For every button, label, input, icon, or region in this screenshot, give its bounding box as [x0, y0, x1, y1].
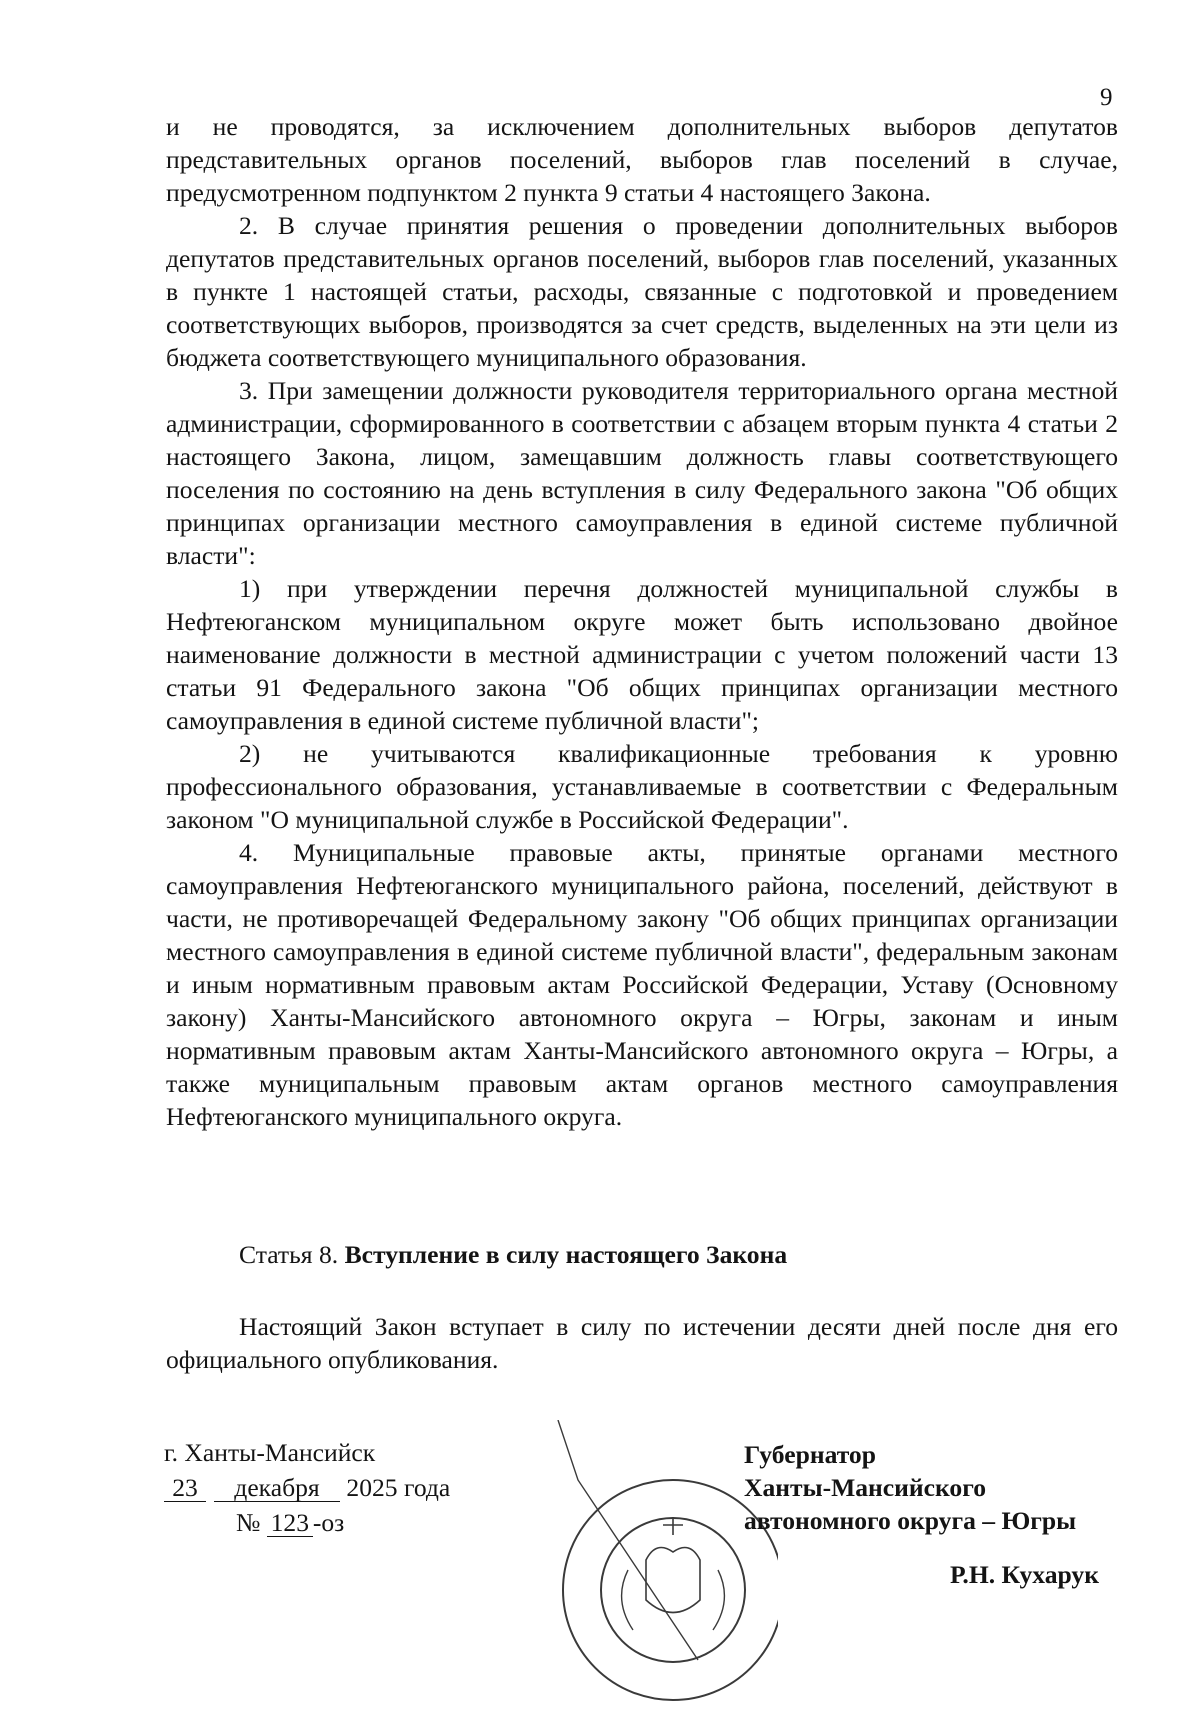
number-sign: №	[236, 1508, 261, 1537]
paragraph-3: 3. При замещении должности руководителя территориального органа местной администрации, сформированного в соответствии с абзацем вторым пункта 4 статьи 2 настоящего Закона, лицом, замещавшим должность главы соответствующего поселения по состоянию на день вступления в силу Федерального закона "Об общих принципах организации местного самоуправления в единой системе публичной власти":	[166, 376, 1118, 570]
article-title: Вступление в силу настоящего Закона	[344, 1240, 788, 1269]
paragraph-4: 4. Муниципальные правовые акты, принятые органами местного самоуправления Нефтеюганского муниципального района, поселений, действуют в части, не противоречащей Федеральному закону "Об общих принципах организации местного самоуправления в единой системе публичной власти", федеральным законам и иным нормативным правовым актам Российской Федерации, Уставу (Основному закону) Ханты-Мансийского автономного округа – Югры, законам и иным нормативным правовым актам Ханты-Мансийского автономного округа – Югры, а также муниципальным правовым актам органов местного самоуправления Нефтеюганского муниципального округа.	[166, 838, 1118, 1131]
subparagraph-1: 1) при утверждении перечня должностей муниципальной службы в Нефтеюганском муниципальном округе может быть использовано двойное наименование должности в местной администрации с учетом положений части 13 статьи 91 Федерального закона "Об общих принципах организации местного самоуправления в единой системе публичной власти";	[166, 574, 1118, 735]
page-number: 9	[1100, 84, 1113, 111]
article-heading	[239, 1240, 787, 1270]
subparagraph-2: 2) не учитываются квалификационные требования к уровню профессионального образования, устанавливаемые в соответствии с Федеральным законом "О муниципальной службе в Российской Федерации".	[166, 739, 1118, 834]
article-text: Настоящий Закон вступает в силу по истечении десяти дней после дня его официального опубликования.	[166, 1312, 1118, 1374]
paragraph-2: 2. В случае принятия решения о проведении дополнительных выборов депутатов представительных органов поселений, выборов глав поселений, указанных в пункте 1 настоящей статьи, расходы, связанные с подготовкой и проведением соответствующих выборов, производятся за счет средств, выделенных на эти цели из бюджета соответствующего муниципального образования.	[166, 211, 1118, 372]
governor-name: Р.Н. Кухарук	[950, 1560, 1099, 1589]
date-day: 23	[164, 1475, 206, 1502]
signing-city: г. Ханты-Мансийск	[164, 1438, 376, 1467]
governor-title: Губернатор Ханты-Мансийского автономного округа – Югры	[744, 1440, 1077, 1535]
date-year: 2025 года	[346, 1473, 451, 1502]
law-number	[236, 1508, 344, 1538]
document-body	[166, 110, 1118, 1133]
number-value: 123	[267, 1510, 313, 1537]
date-month: декабря	[214, 1475, 340, 1502]
number-suffix: -оз	[312, 1508, 345, 1537]
signing-date	[164, 1473, 450, 1503]
article-label: Статья 8.	[239, 1240, 339, 1269]
paragraph-continuation: и не проводятся, за исключением дополнительных выборов депутатов представительных органов поселений, выборов глав поселений в случае, предусмотренном подпунктом 2 пункта 9 статьи 4 настоящего Закона.	[166, 112, 1118, 207]
